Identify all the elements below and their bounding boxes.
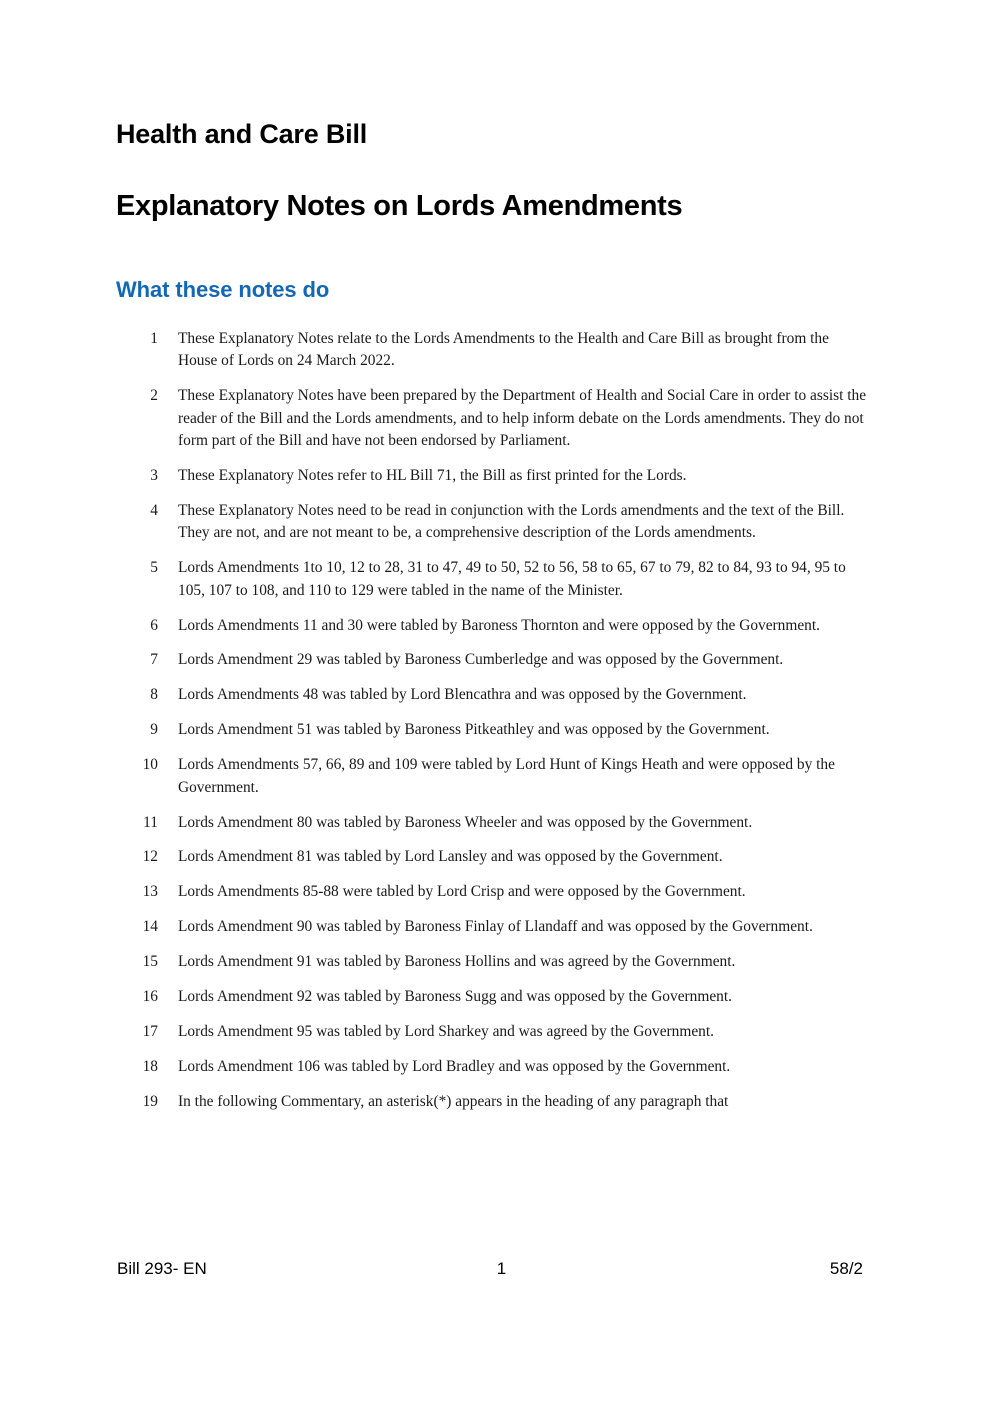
note-number: 19 (142, 1092, 158, 1110)
note-item (0, 500, 991, 545)
note-text: Lords Amendments 1to 10, 12 to 28, 31 to 47, 49 to 50, 52 to 56, 58 to 65, 67 to 79, 82 to 84, 93 to 94, 95 to 105, 107 to 108, and 110 to 129 were tabled in the name of the Minister. (178, 559, 846, 599)
note-number: 5 (150, 559, 158, 577)
note-text: Lords Amendment 95 was tabled by Lord Sharkey and was agreed by the Government. (178, 1022, 714, 1040)
note-text: Lords Amendment 90 was tabled by Baroness Finlay of Llandaff and was opposed by the Government. (178, 918, 813, 936)
note-item (0, 1056, 991, 1078)
note-text: Lords Amendment 91 was tabled by Baroness Hollins and was agreed by the Government. (178, 953, 736, 971)
note-item (0, 986, 991, 1008)
note-item (0, 951, 991, 973)
note-text: Lords Amendment 80 was tabled by Baroness Wheeler and was opposed by the Government. (178, 813, 753, 831)
note-number: 10 (142, 756, 158, 774)
note-item (0, 328, 991, 373)
note-text: These Explanatory Notes need to be read in conjunction with the Lords amendments and the text of the Bill. They are not, and are not meant to be, a comprehensive description of the Lords amendments. (178, 501, 845, 542)
note-number: 4 (150, 501, 158, 519)
note-number: 3 (150, 467, 158, 485)
note-text: In the following Commentary, an asterisk(*) appears in the heading of any paragraph that (178, 1092, 729, 1110)
note-number: 17 (142, 1022, 158, 1040)
footer-bill-reference: Bill 293- EN (117, 1259, 207, 1278)
note-item (0, 385, 991, 452)
note-text: Lords Amendment 81 was tabled by Lord Lansley and was opposed by the Government. (178, 848, 723, 866)
note-number: 1 (150, 330, 158, 347)
page-footer (0, 1258, 991, 1286)
note-text: Lords Amendments 85-88 were tabled by Lord Crisp and were opposed by the Government. (178, 883, 746, 901)
note-number: 15 (142, 953, 158, 971)
note-item (0, 615, 991, 637)
note-item (0, 465, 991, 487)
note-text: Lords Amendments 48 was tabled by Lord Blencathra and was opposed by the Government. (178, 686, 747, 704)
document-subtitle: Explanatory Notes on Lords Amendments (116, 190, 683, 222)
note-text: Lords Amendment 51 was tabled by Baroness Pitkeathley and was opposed by the Government. (178, 721, 770, 739)
section-heading-what-these-notes-do: What these notes do (116, 277, 330, 302)
note-item (0, 881, 991, 903)
note-item (0, 557, 991, 602)
note-item (0, 1021, 991, 1043)
note-item (0, 719, 991, 741)
note-item (0, 684, 991, 706)
numbered-notes-list (0, 328, 991, 1126)
note-number: 11 (143, 813, 158, 831)
note-number: 7 (150, 651, 158, 669)
page-title: Health and Care Bill (116, 119, 368, 149)
note-item (0, 1091, 991, 1113)
footer-page-number: 1 (496, 1259, 507, 1278)
note-number: 14 (142, 918, 158, 936)
note-text: Lords Amendments 57, 66, 89 and 109 were tabled by Lord Hunt of Kings Heath and were opposed by the Government. (178, 756, 835, 796)
note-text: These Explanatory Notes relate to the Lords Amendments to the Health and Care Bill as brought from the House of Lords on 24 March 2022. (178, 330, 829, 370)
note-number: 6 (150, 616, 158, 634)
note-text: These Explanatory Notes refer to HL Bill 71, the Bill as first printed for the Lords. (178, 467, 687, 485)
note-number: 9 (150, 721, 158, 739)
note-number: 16 (142, 988, 158, 1006)
note-text: Lords Amendment 29 was tabled by Baroness Cumberledge and was opposed by the Government. (178, 651, 784, 669)
note-item (0, 846, 991, 868)
note-number: 12 (142, 848, 158, 866)
note-text: These Explanatory Notes have been prepared by the Department of Health and Social Care in order to assist the reader of the Bill and the Lords amendments, and to help inform debate on the Lords amendments. They do not form part of the Bill and have not been endorsed by Parliament. (178, 387, 867, 450)
note-text: Lords Amendments 11 and 30 were tabled by Baroness Thornton and were opposed by the Government. (178, 616, 820, 634)
note-item (0, 916, 991, 938)
note-item (0, 754, 991, 799)
note-item (0, 812, 991, 834)
note-text: Lords Amendment 106 was tabled by Lord Bradley and was opposed by the Government. (178, 1057, 731, 1075)
footer-document-reference: 58/2 (829, 1259, 863, 1278)
note-text: Lords Amendment 92 was tabled by Baroness Sugg and was opposed by the Government. (178, 988, 732, 1006)
note-number: 2 (150, 387, 158, 405)
note-item (0, 649, 991, 671)
note-number: 8 (150, 686, 158, 704)
note-number: 13 (142, 883, 158, 901)
note-number: 18 (142, 1057, 158, 1075)
